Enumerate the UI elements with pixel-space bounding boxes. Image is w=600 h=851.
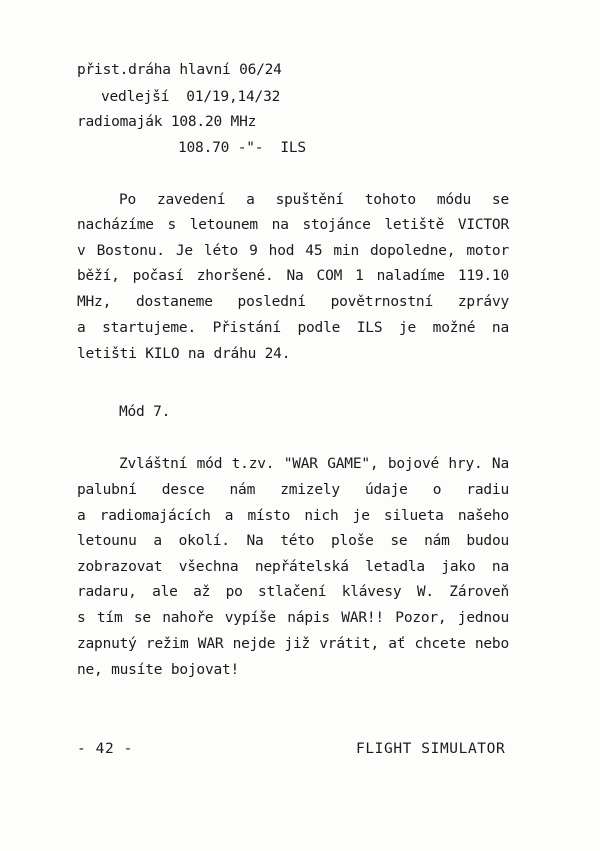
runway-secondary-line: vedlejší 01/19,14/32	[101, 89, 281, 105]
paragraph-2-line: Zvláštní mód t.zv. "WAR GAME", bojové hry. Na	[119, 456, 509, 472]
paragraph-1-line: a startujeme. Přistání podle ILS je možné na	[77, 320, 509, 336]
paragraph-2-line: zobrazovat všechna nepřátelská letadla jako na	[77, 559, 509, 575]
paragraph-1-last-line: letišti KILO na dráhu 24.	[77, 346, 291, 362]
section-heading: Mód 7.	[119, 404, 171, 420]
paragraph-1-line: MHz, dostaneme poslední povětrnostní zprávy	[77, 294, 509, 310]
paragraph-2-last-line: ne, musíte bojovat!	[77, 662, 240, 678]
paragraph-1-line: nacházíme s letounem na stojánce letiště VICTOR	[77, 217, 509, 233]
paragraph-2-line: a radiomajácích a místo nich je silueta našeho	[77, 508, 509, 524]
paragraph-1-line: v Bostonu. Je léto 9 hod 45 min dopoledne, motor	[77, 243, 509, 259]
paragraph-2-line: radaru, ale až po stlačení klávesy W. Zároveň	[77, 584, 509, 600]
paragraph-2-line: s tím se nahoře vypíše nápis WAR!! Pozor, jednou	[77, 610, 509, 626]
paragraph-2-line: zapnutý režim WAR nejde již vrátit, ať chcete nebo	[77, 636, 509, 652]
paragraph-2-line: letounu a okolí. Na této ploše se nám budou	[77, 533, 509, 549]
page-number: - 42 -	[77, 741, 133, 757]
runway-main-line: přist.dráha hlavní 06/24	[77, 62, 282, 78]
beacon-ils-line: 108.70 -"- ILS	[178, 140, 306, 156]
footer-title: FLIGHT SIMULATOR	[356, 741, 506, 757]
paragraph-1-line: běží, počasí zhoršené. Na COM 1 naladíme 119.10	[77, 268, 509, 284]
beacon-line: radiomaják 108.20 MHz	[77, 114, 257, 130]
paragraph-2-line: palubní desce nám zmizely údaje o radiu	[77, 482, 509, 498]
paragraph-1-line: Po zavedení a spuštění tohoto módu se	[119, 192, 509, 208]
